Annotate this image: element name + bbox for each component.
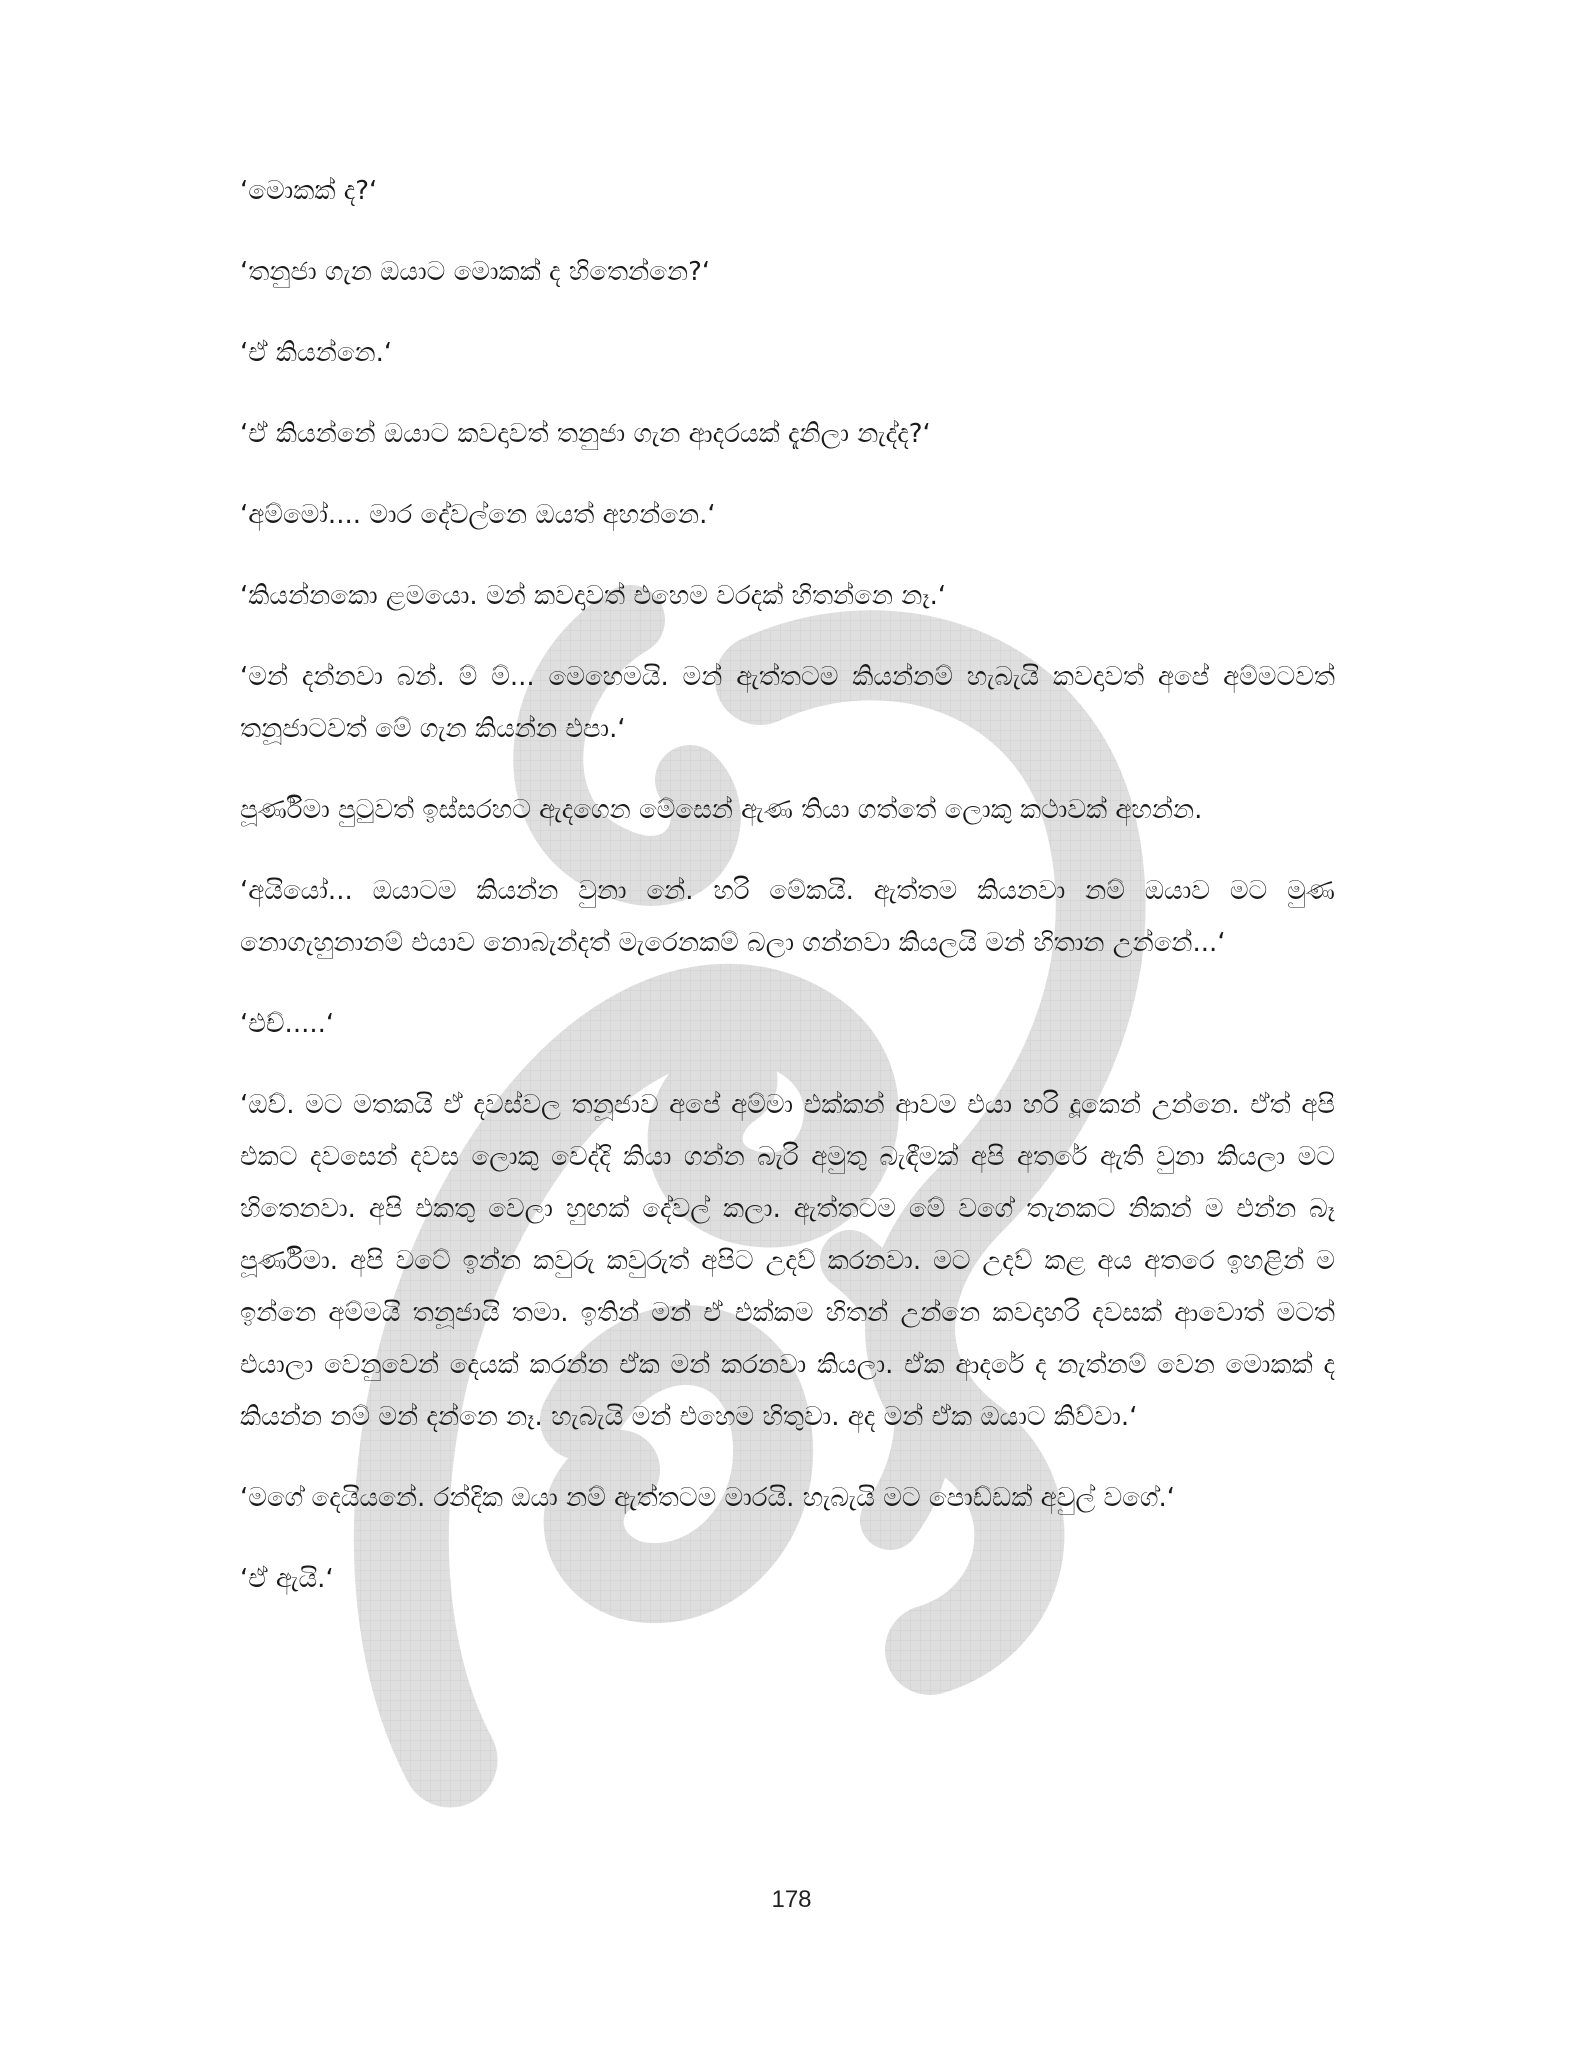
paragraph: ‘මොකක් ද?‘ — [240, 176, 378, 206]
paragraph: ‘ඔව්. මට මතකයි ඒ දවස්වල තනූජාව අපේ අම්මා එක්කන් ආවම එයා හරි දූකෙන් උන්නෙ. ඒත් අපි එකට දවසෙන් දවස ලොකු වෙද්දි කියා ගන්න බැරි අමුතු බැඳීමක් අපි අතරේ ඇති වුනා කියලා මට හිතෙනවා. අපි එකතු වෙලා හුඟක් දේවල් කලා. ඇත්තටම මේ වගේ තැනකට නිකන් ම එන්න බෑ පූර්ණිමා. අපි වටේ ඉන්න කවුරු කවුරුත් අපිට උදව් කරනවා. මට උදව් කළ අය අතරෙ ඉහළින් ම ඉන්නෙ අම්මයි තනූජායි තමා. ඉතින් මන් ඒ එක්කම හිතන් උන්නෙ කවදාහරි දවසක් ආවොත් මටත් එයාලා වෙනුවෙන් දෙයක් කරන්න ඒක මන් කරනවා කියලා. ඒක ආදරේ ද නැත්නම් වෙන මොකක් ද කියන්න නම් මන් දන්නෙ නෑ. හැබැයි මන් එහෙම හිතුවා. අද මන් ඒක ඔයාට කිව්වා.‘ — [240, 1090, 1335, 1432]
paragraph: ‘අයියෝ... ඔයාටම කියන්න වුනා නේ. හරි මේකයි. ඇත්තම කියනවා නම් ඔයාව මට මුණ නොගැහුනානම් එයාව නොබැන්දත් මැරෙනකම් බලා ගන්නවා කියලයි මන් හිතාන උන්නේ...‘ — [240, 876, 1335, 958]
page-number: 178 — [771, 1886, 812, 1913]
paragraph: ‘තනුජා ගැන ඔයාට මොකක් ද හිතෙන්නෙ?‘ — [240, 257, 711, 287]
body-text — [240, 165, 1335, 1634]
paragraph: ‘එච්.....‘ — [240, 1009, 335, 1039]
paragraph: ‘ඒ කියන්නෙ.‘ — [240, 338, 393, 368]
paragraph: ‘ඒ කියන්නේ ඔයාට කවදාවත් තනුජා ගැන ආදරයක් දැනිලා නැද්ද?‘ — [240, 419, 931, 449]
paragraph: ‘ඒ ඇයි.‘ — [240, 1564, 334, 1594]
paragraph: ‘අම්මෝ.... මාර දේවල්නෙ ඔයත් අහන්නෙ.‘ — [240, 500, 716, 530]
paragraph: ‘කියන්නකො ළමයො. මන් කවදාවත් එහෙම වරදක් හිතන්නෙ නෑ.‘ — [240, 581, 947, 611]
paragraph: පූර්ණිමා පුටුවත් ඉස්සරහට ඇදගෙන මේසෙන් ඇණ තියා ගත්තේ ලොකු කථාවක් අහන්න. — [240, 795, 1203, 825]
paragraph: ‘මගේ දෙයියනේ. රන්දික ඔයා නම් ඇත්තටම මාරයි. හැබැයි මට පොඩ්ඩක් අවුල් වගේ.‘ — [240, 1483, 1175, 1513]
paragraph: ‘මන් දන්නවා බන්. ම් ම්... මෙහෙමයි. මන් ඇත්තටම කියන්නම් හැබැයි කවදාවත් අපේ අම්මටවත් තනූජාටවත් මේ ගැන කියන්න එපා.‘ — [240, 662, 1335, 744]
